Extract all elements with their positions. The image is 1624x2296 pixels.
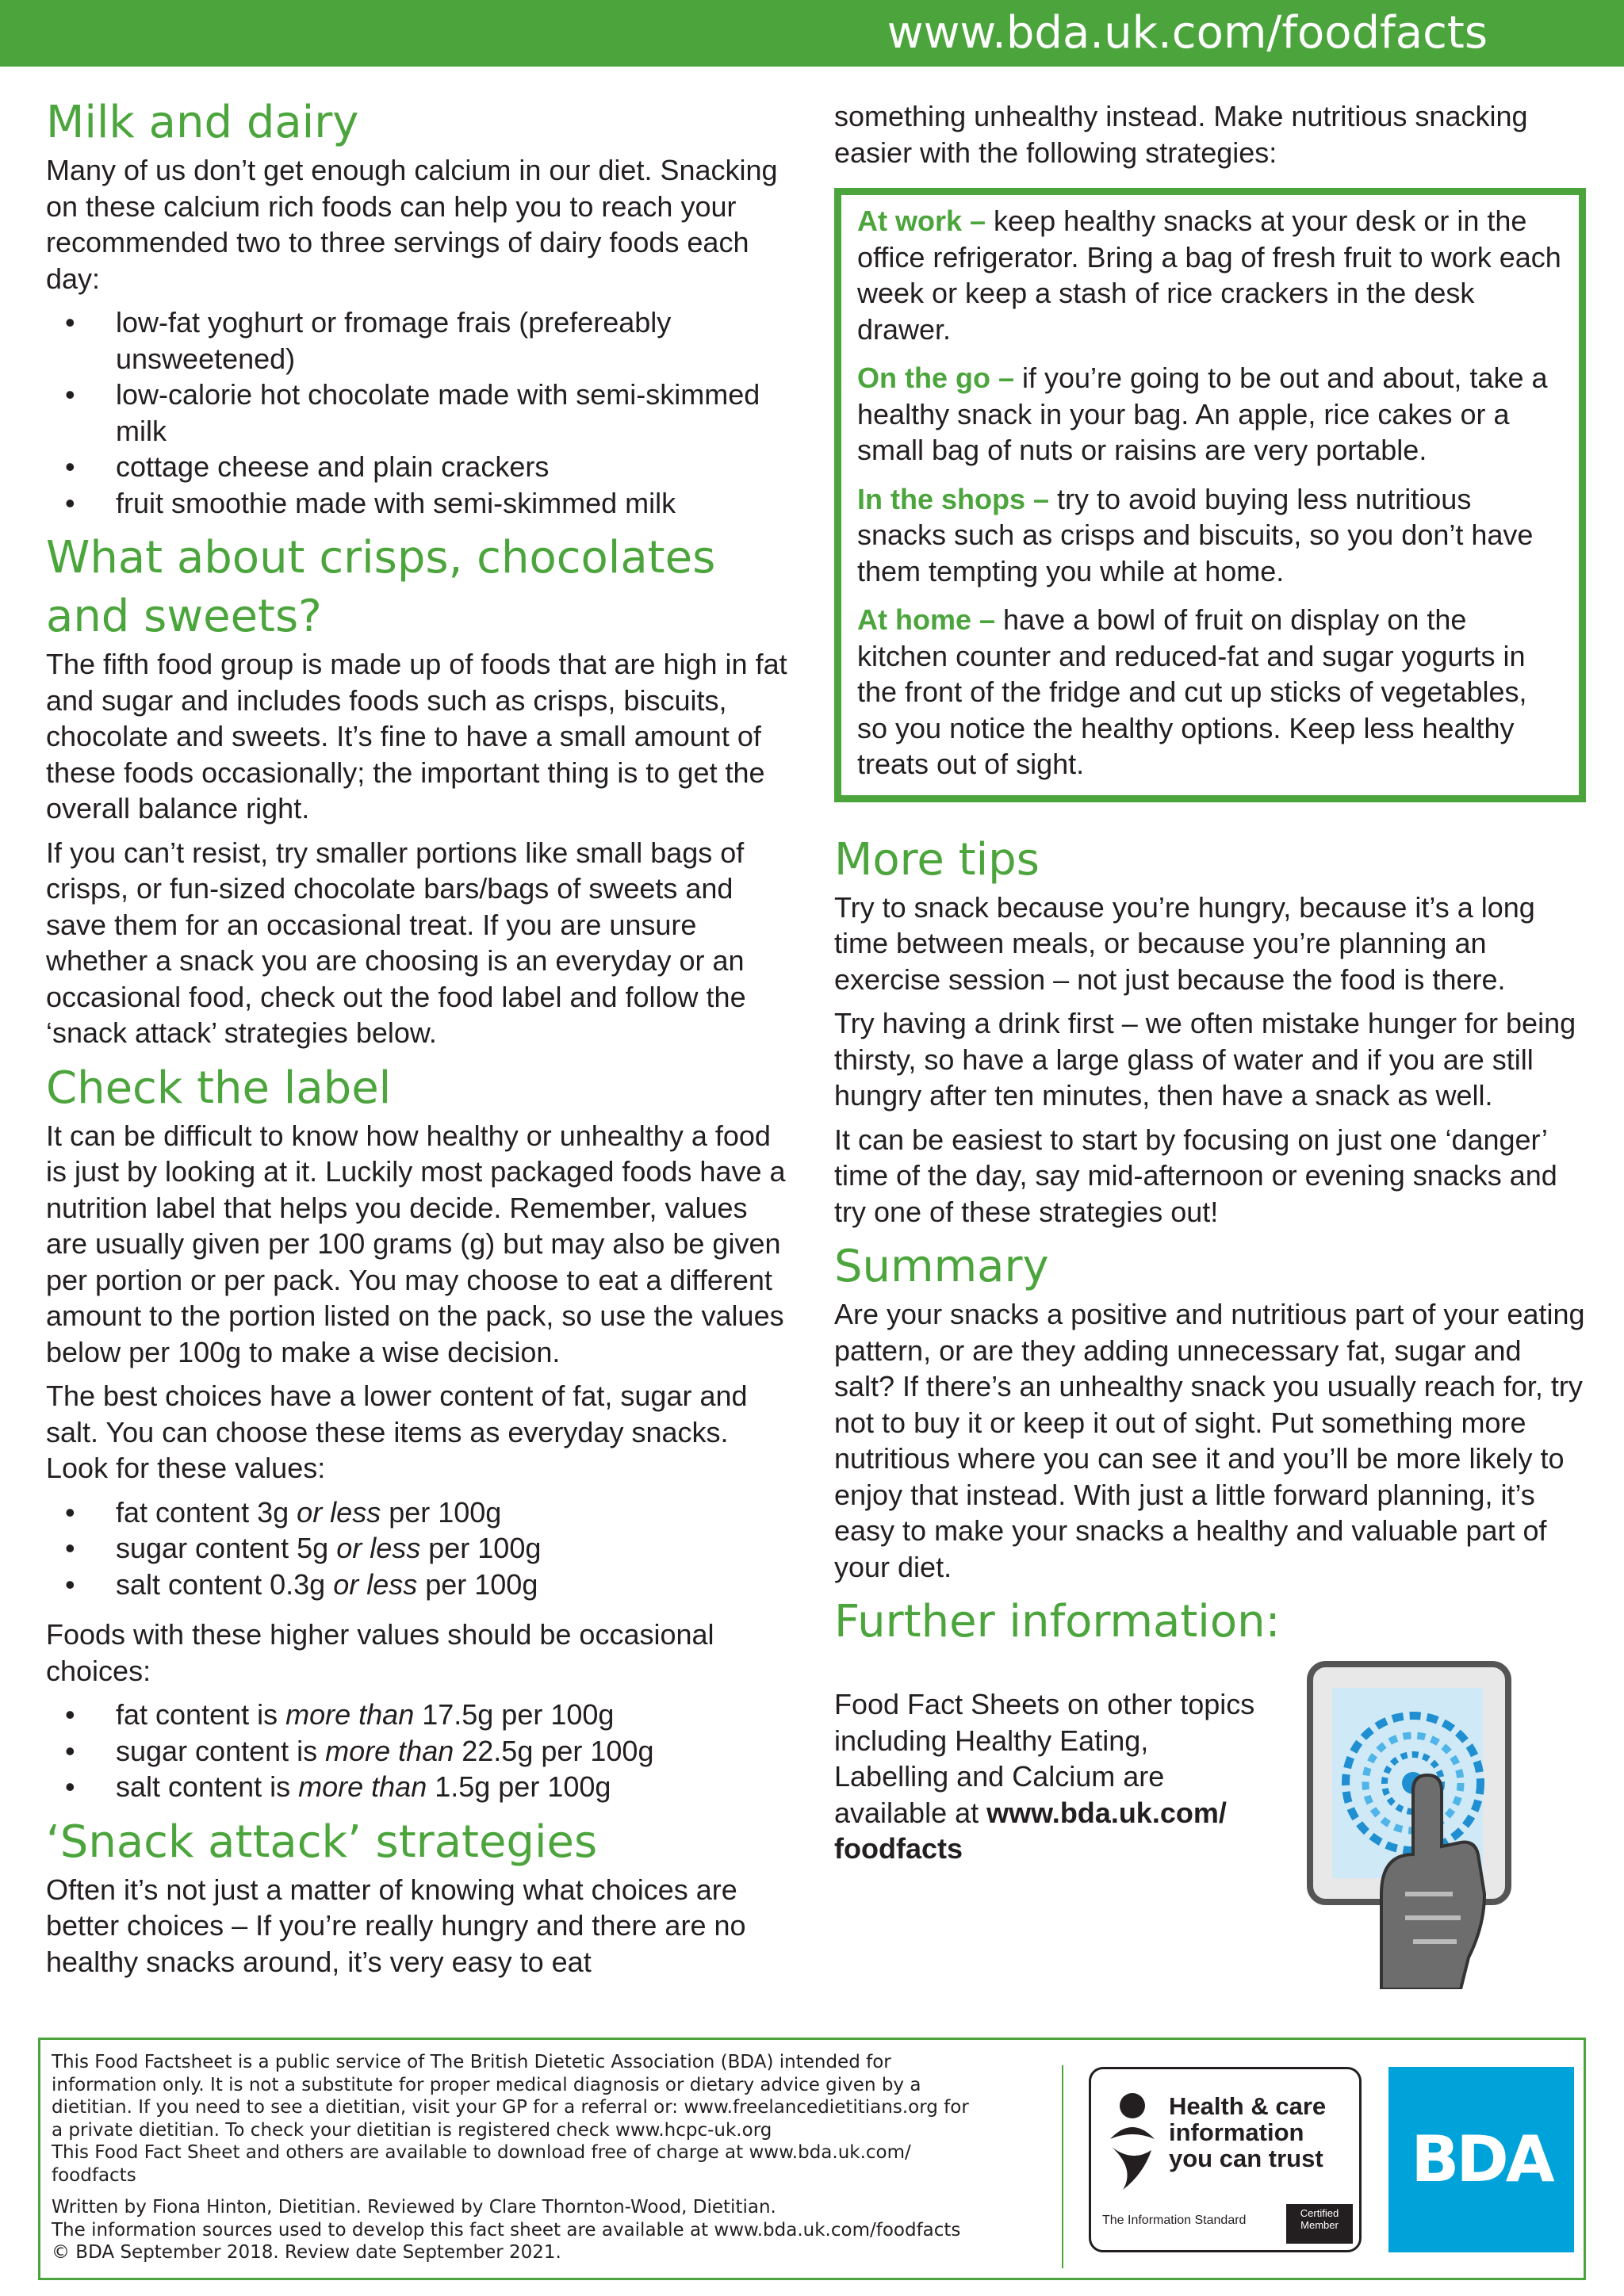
further-link[interactable]: www.bda.uk.com/ foodfacts [834,1796,1227,1865]
summary-paragraph: Are your snacks a positive and nutritious part of your eating pattern, or are they adding unnecessary fat, sugar and salt? If there’s an unhealthy snack you usually reach for, try not to buy it or keep it out of sight. Put something more nutritious where you can see it and you’ll be more likely to enjoy that instead. With just a little forward planning, it’s easy to make your snacks a healthy and valuable part of your diet. [834,1298,1585,1583]
heading-milk-and-dairy: Milk and dairy [46,97,359,148]
strategy-on-the-go: On the go – if you’re going to be out and about, take a healthy snack in your bag. An apple, rice cakes or a small bag of nuts or raisins are very portable. [857,362,1548,466]
strategy-in-the-shops: In the shops – try to avoid buying less nutritious snacks such as crisps and biscuits, so you don’t have them tempting you while at home. [857,482,1534,587]
right-column [834,98,1586,1875]
label-paragraph-3: Foods with these higher values should be occasional choices: [46,1618,714,1687]
list-item: • low-fat yoghurt or fromage frais (prefereably unsweetened) [46,304,791,377]
tips-paragraph-3: It can be easiest to start by focusing on just one ‘danger’ time of the day, say mid-afternoon or evening snacks and try one of these strategies out! [834,1123,1557,1228]
label-paragraph-1: It can be difficult to know how healthy or unhealthy a food is just by looking at it. Luckily most packaged foods have a nutrition label that helps you decide. Remember, values are usually given per 100 grams (g) but may also be given per portion or per pack. You may choose to eat a different amount to the portion listed on the pack, so use the values below per 100g to make a wise decision. [46,1119,786,1368]
footer-line: a private dietitian. To check your dietitian is registered check www.hcpc-uk.org [52,2119,772,2141]
footer-divider [1062,2065,1063,2268]
strategies-box [834,188,1586,802]
heading-further-information: Further information: [834,1596,1281,1647]
footer-text [52,2051,1059,2264]
info-standard-label: The Information Standard [1102,2214,1247,2227]
footer-line: This Food Fact Sheet and others are available to download free of charge at www.bda.uk.com/ [52,2142,911,2163]
footer-disclaimer [38,2038,1586,2280]
crisps-paragraph-2: If you can’t resist, try smaller portions like small bags of crisps, or fun-sized chocolate bars/bags of sweets and save them for an occasional treat. If you are unsure whether a snack you are choosing is an everyday or an occasional food, check out the food label and follow the ‘snack attack’ strategies below. [46,836,746,1049]
tips-paragraph-2: Try having a drink first – we often mistake hunger for being thirsty, so have a large glass of water and if you are still hungry after ten minutes, then have a snack as well. [834,1007,1576,1112]
further-text: Food Fact Sheets on other topics including Healthy Eating, Labelling and Calcium are available at www.bda.uk.com/ foodfacts [834,1688,1255,1865]
footer-line: © BDA September 2018. Review date September 2021. [52,2242,561,2263]
header-url-banner: www.bda.uk.com/foodfacts [0,0,1624,67]
digital-hand-illustration-icon [1294,1656,1532,1989]
crisps-paragraph-1: The fifth food group is made up of foods that are high in fat and sugar and includes foods such as crisps, biscuits, chocolate and sweets. It’s fine to have a small amount of these foods occasionally; the important thing is to get the overall balance right. [46,648,787,825]
heading-check-the-label: Check the label [46,1062,392,1114]
snack-paragraph-1: Often it’s not just a matter of knowing what choices are better choices – If you’re really hungry and there are no healthy snacks around, it’s very easy to eat [46,1873,746,1978]
footer-line: information only. It is not a substitute for proper medical diagnosis or dietary advice given by a [52,2074,921,2095]
milk-intro: Many of us don’t get enough calcium in our diet. Snacking on these calcium rich foods can help you to reach your recommended two to three servings of dairy foods each day: [46,154,778,295]
information-standard-badge [1089,2067,1362,2252]
list-item: • fat content is more than 17.5g per 100g [46,1697,791,1733]
bda-logo: BDA [1388,2067,1574,2252]
footer-line: dietitian. If you need to see a dietitian, visit your GP for a referral or: www.freelancedietitians.org for [52,2097,969,2118]
list-item: • salt content is more than 1.5g per 100g [46,1769,791,1805]
heading-summary: Summary [834,1241,1049,1292]
footer-line: The information sources used to develop this fact sheet are available at www.bda.uk.com/foodfacts [52,2219,961,2241]
tips-paragraph-1: Try to snack because you’re hungry, because it’s a long time between meals, or because you’re planning an exercise session – not just because the food is there. [834,890,1535,996]
strategy-at-home: At home – have a bowl of fruit on display on the kitchen counter and reduced-fat and sugar yogurts in the front of the fridge and cut up sticks of vegetables, so you notice the healthy options. Keep less healthy treats out of sight. [857,603,1527,780]
certified-member-badge: Certified Member [1286,2204,1353,2244]
snack-continuation: something unhealthy instead. Make nutritious snacking easier with the following strategies: [834,100,1528,169]
heading-crisps-chocolates-sweets: What about crisps, chocolates and sweets? [46,532,716,642]
high-values-list [46,1697,791,1805]
further-information [834,1593,1586,1867]
heading-more-tips: More tips [834,833,1040,886]
info-standard-tagline: Health & care information you can trust [1169,2092,1327,2172]
list-item: • salt content 0.3g or less per 100g [46,1567,791,1603]
footer-line: Written by Fiona Hinton, Dietitian. Reviewed by Clare Thornton-Wood, Dietitian. [52,2197,776,2218]
footer-line: foodfacts [52,2164,136,2186]
label-paragraph-2: The best choices have a lower content of fat, sugar and salt. You can choose these items as everyday snacks. Look for these values: [46,1380,748,1484]
list-item: • fruit smoothie made with semi-skimmed milk [46,485,791,522]
list-item: • low-calorie hot chocolate made with semi-skimmed milk [46,377,791,449]
heading-snack-attack: ‘Snack attack’ strategies [46,1816,598,1868]
list-item: • sugar content is more than 22.5g per 100g [46,1733,791,1770]
info-standard-figure-icon [1104,2091,1161,2195]
list-item: • cottage cheese and plain crackers [46,449,791,485]
milk-list [46,304,791,521]
left-column [46,94,791,1988]
list-item: • sugar content 5g or less per 100g [46,1530,791,1567]
footer-line: This Food Factsheet is a public service of The British Dietetic Association (BDA) intended for [52,2052,891,2072]
list-item: • fat content 3g or less per 100g [46,1494,791,1531]
strategy-at-work: At work – keep healthy snacks at your desk or in the office refrigerator. Bring a bag of fresh fruit to work each week or keep a stash of rice crackers in the desk drawer. [857,205,1561,346]
low-values-list [46,1494,791,1603]
